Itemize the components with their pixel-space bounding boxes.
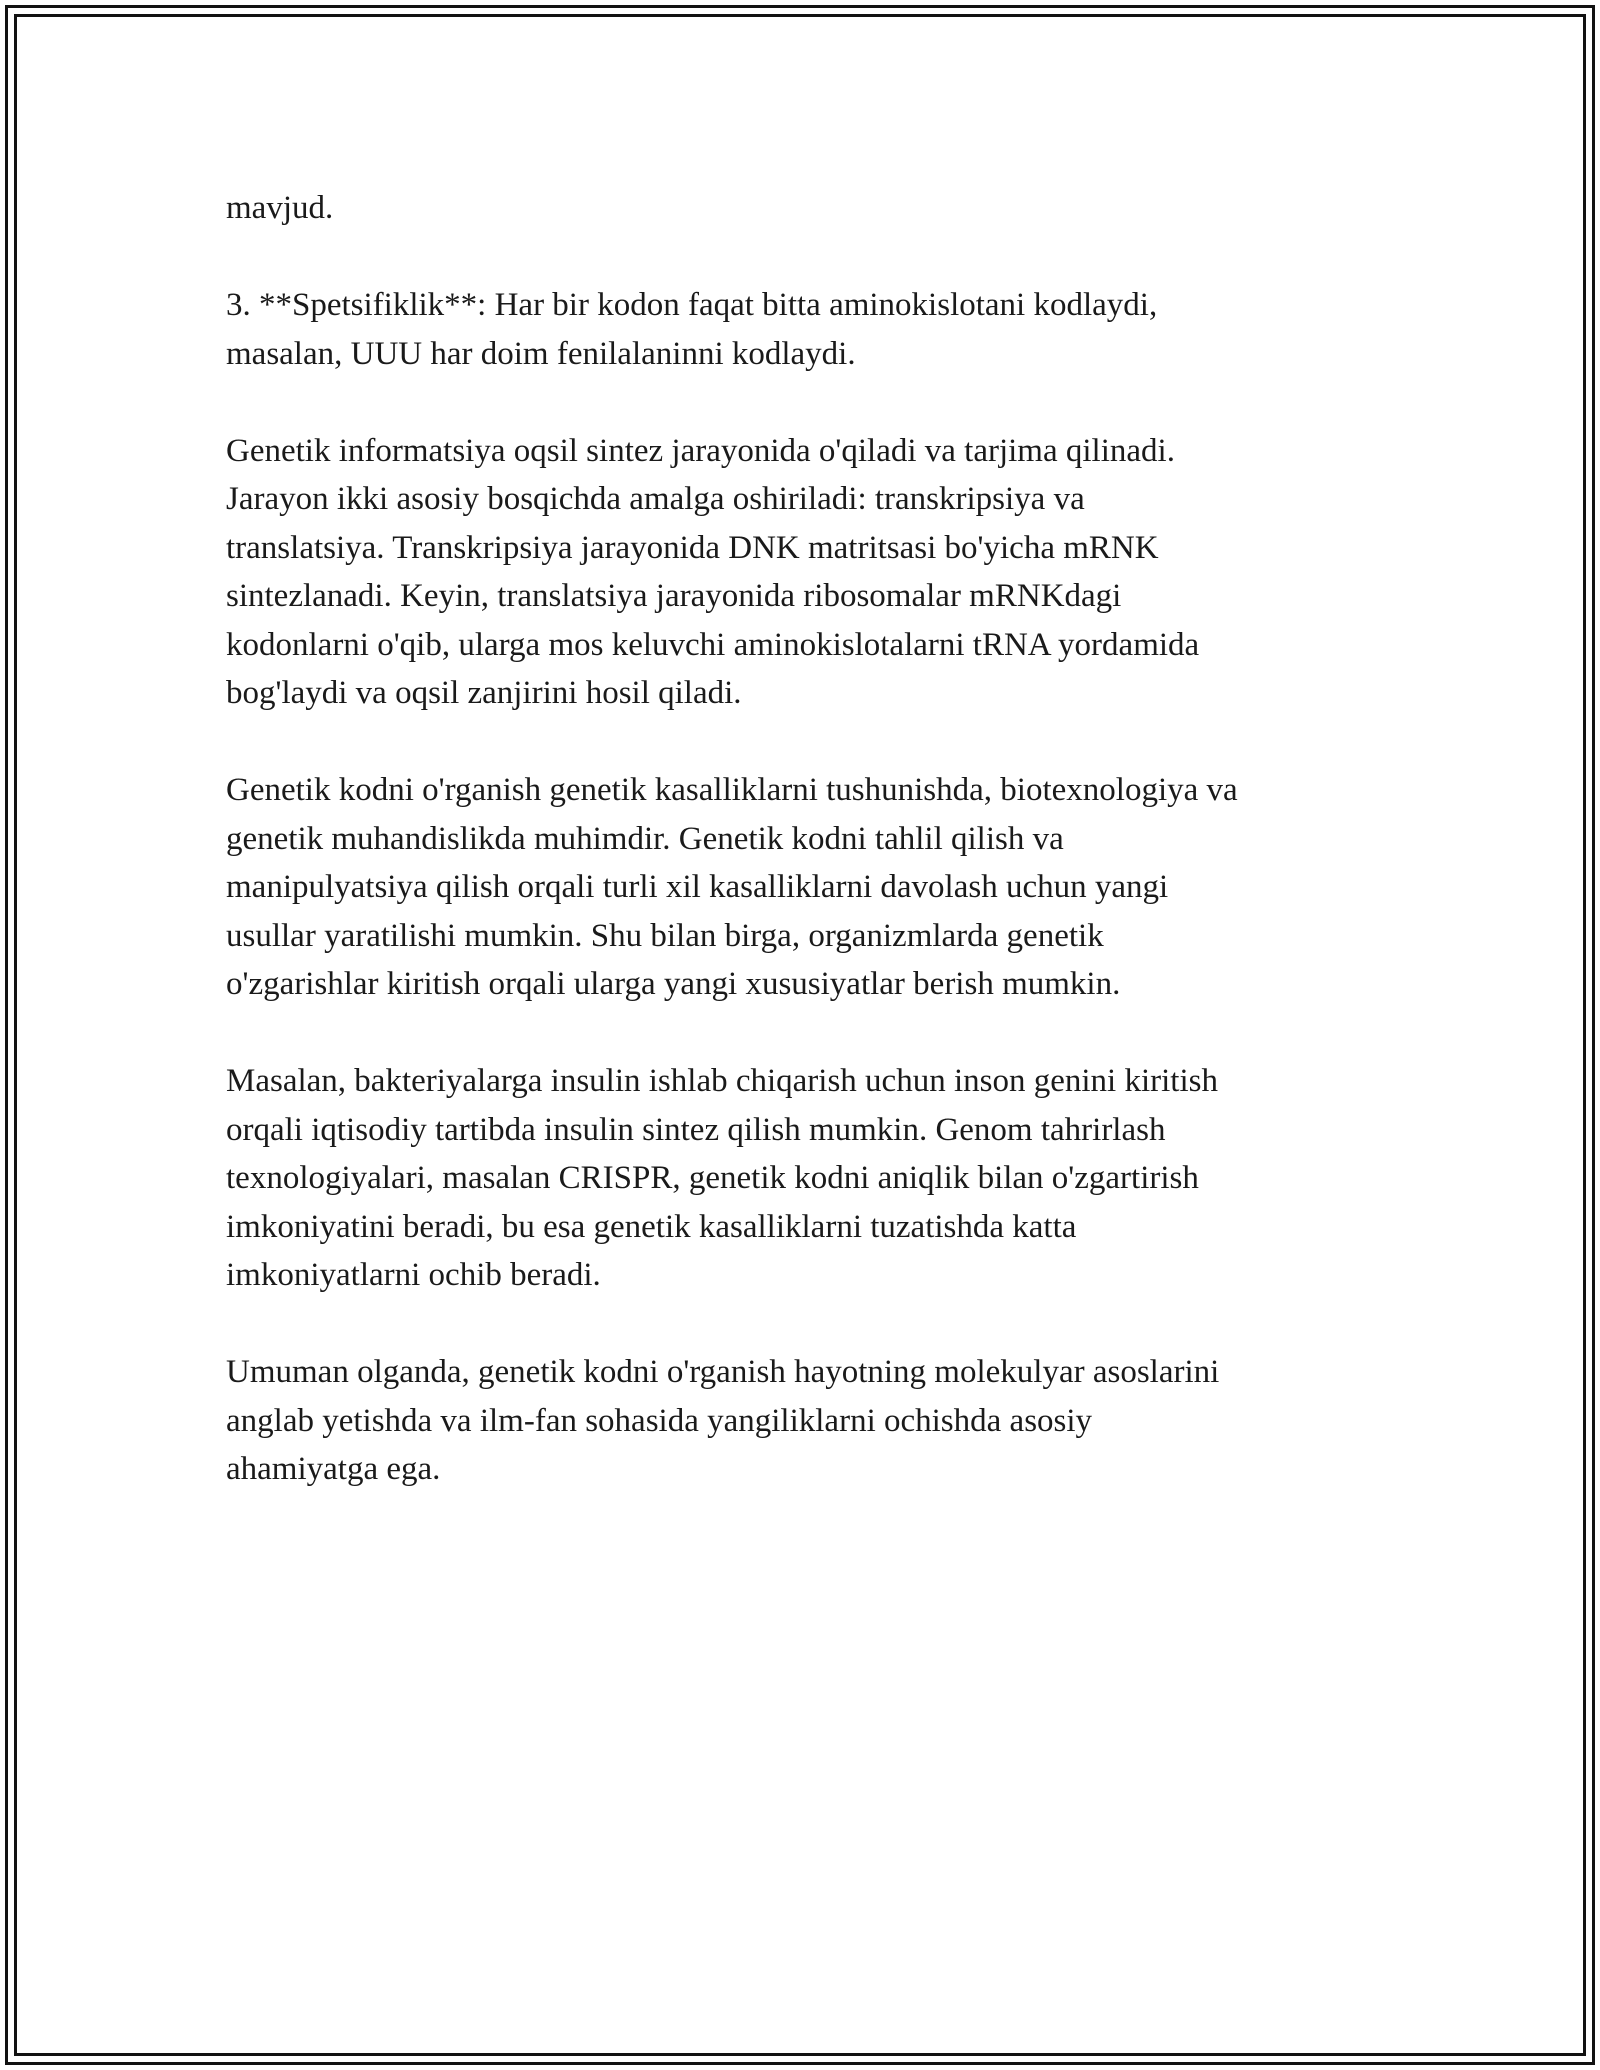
paragraph-genetic-engineering: Genetik kodni o'rganish genetik kasalliklarni tushunishda, biotexnologiya va genetik muhandislikda muhimdir. Genetik kodni tahlil qilish va manipulyatsiya qilish orqali turli xil kasalliklarni davolash uchun yangi usullar yaratilishi mumkin. Shu bilan birga, organizmlarda genetik o'zgarishlar kiritish orqali ularga yangi xususiyatlar berish mumkin. [226,772,1238,1002]
paragraph-protein-synthesis: Genetik informatsiya oqsil sintez jarayonida o'qiladi va tarjima qilinadi. Jarayon ikki asosiy bosqichda amalga oshiriladi: transkripsiya va translatsiya. Transkripsiya jarayonida DNK matritsasi bo'yicha mRNK sintezlanadi. Keyin, translatsiya jarayonida ribosomalar mRNKdagi kodonlarni o'qib, ularga mos keluvchi aminokislotalarni tRNA yordamida bog'laydi va oqsil zanjirini hosil qiladi. [226,432,1200,711]
paragraph-insulin-crispr: Masalan, bakteriyalarga insulin ishlab chiqarish uchun inson genini kiritish orqali iqtisodiy tartibda insulin sintez qilish mumkin. Genom tahrirlash texnologiyalari, masalan CRISPR, genetik kodni aniqlik bilan o'zgartirish imkoniyatini beradi, bu esa genetik kasalliklarni tuzatishda katta imkoniyatlarni ochib beradi. [226,1063,1218,1293]
paragraph-continuation: mavjud. [226,190,334,226]
paragraph-specificity: 3. **Spetsifiklik**: Har bir kodon faqat bitta aminokislotani kodlaydi, masalan, UUU har doim fenilalaninni kodlaydi. [226,287,1158,372]
paragraph-conclusion: Umuman olganda, genetik kodni o'rganish hayotning molekulyar asoslarini anglab yetishda va ilm-fan sohasida yangiliklarni ochishda asosiy ahamiyatga ega. [226,1354,1220,1487]
document-body [226,184,1378,1542]
